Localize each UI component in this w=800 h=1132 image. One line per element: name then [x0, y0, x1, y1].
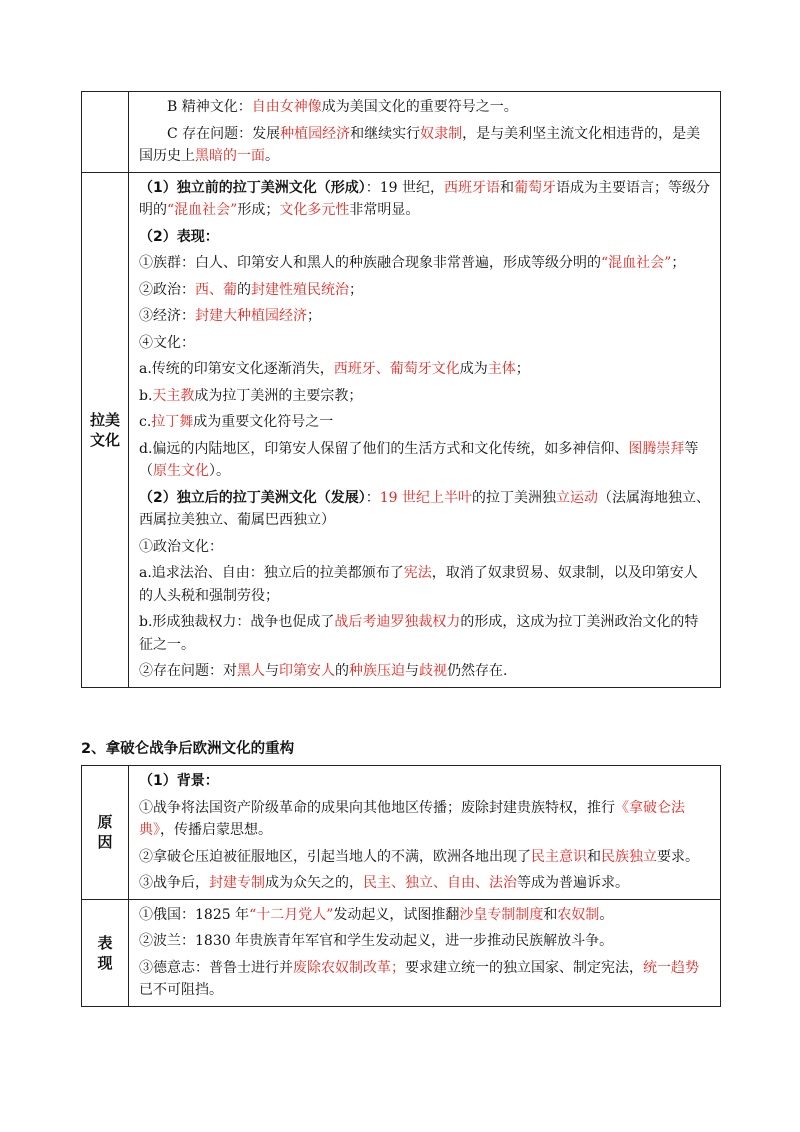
economy-line	[139, 305, 710, 328]
highlight: 主体	[487, 361, 516, 377]
text: 和继续实行	[350, 125, 421, 142]
highlight: 封建大种植园经济	[195, 308, 307, 324]
highlight: 印第安人	[279, 663, 335, 679]
highlight: 民主意识	[531, 848, 587, 865]
subheading: （1）独立前的拉丁美洲文化（形成）	[139, 179, 366, 196]
text: ）。	[209, 463, 230, 479]
highlight: 封建性殖民统治	[251, 281, 349, 298]
highlight: 歧视	[419, 663, 447, 679]
highlight: 种族压迫	[349, 663, 405, 679]
highlight: 原生文化	[153, 463, 209, 479]
highlight: 19 世纪上半叶	[379, 489, 473, 506]
text: 要求。	[657, 848, 699, 865]
latin-culture-content	[129, 172, 721, 687]
text: d.偏远的内陆地区，印第安人保留了他们的生活方式和文化传统，如多神信仰、	[139, 440, 629, 457]
row-cause	[82, 766, 721, 900]
text: ：	[365, 489, 380, 506]
text: 成为众矢之的，	[265, 875, 363, 891]
performance-title: （2）表现：	[139, 228, 219, 245]
text: 与	[405, 663, 419, 679]
text: ③德意志：普鲁士进行并	[139, 959, 293, 976]
table-american-latin-culture	[81, 91, 721, 688]
row-label-text: 拉美文化	[89, 410, 120, 449]
highlight: 黑人	[237, 663, 265, 679]
row-label-text: 表现	[97, 933, 113, 972]
race-line	[139, 252, 710, 275]
highlight: 废除农奴制改革；	[293, 959, 405, 976]
text: 等（	[139, 440, 699, 479]
culture-title: ④文化：	[139, 334, 195, 351]
text: 。	[265, 148, 279, 164]
row-label-cause	[82, 766, 129, 900]
highlight: 种植园经济	[280, 125, 351, 142]
text: 与	[265, 663, 279, 679]
political-culture-title: ①政治文化：	[139, 538, 223, 555]
text: 的	[335, 663, 349, 679]
text: c.	[139, 414, 152, 430]
politics-line	[139, 279, 710, 302]
text: （法属海地独立、西属拉美独立、葡属巴西独立）	[139, 489, 711, 528]
cause-content	[129, 766, 721, 900]
text: a.追求法治、自由：独立后的拉美都颁布了	[139, 565, 404, 581]
highlight: 奴隶制	[420, 125, 463, 142]
row-label-text: 原因	[97, 813, 113, 852]
row-label-latin-culture	[82, 172, 129, 687]
expression-content	[129, 899, 721, 1006]
text: 仍然存在.	[447, 663, 508, 679]
highlight: 自由女神像	[251, 99, 322, 115]
existing-problem-line	[139, 123, 710, 168]
cause-1-line	[139, 797, 710, 842]
text: b.	[139, 387, 153, 404]
text: ；	[349, 281, 363, 298]
highlight: “十二月党人”	[249, 906, 334, 923]
highlight: 黑暗的一面	[195, 148, 265, 164]
text: 的形成，这成为拉丁美洲政治文化的特征之一。	[139, 614, 699, 653]
highlight: 民主、独立、自由、法治	[363, 875, 517, 891]
text: 语成为主要语言；等级分明的	[139, 179, 711, 218]
political-b-line	[139, 611, 710, 656]
highlight: 天主教	[152, 387, 195, 404]
text: ，是与美利坚主流文化相违背的，是美国历史上	[139, 125, 701, 164]
text: a.传统的印第安文化逐渐消失，	[139, 361, 334, 377]
text: 和	[500, 179, 515, 196]
highlight: 《拿破仑法典》	[139, 799, 685, 838]
text: 要求建立统一的独立国家、制定宪法，	[405, 959, 643, 976]
text: 成为重要文化符号之一	[193, 414, 334, 430]
highlight: 统一趋势	[643, 959, 699, 976]
row-label-expression	[82, 899, 129, 1006]
cause-3-line	[139, 872, 710, 895]
text: ②政治：	[139, 281, 195, 298]
text: ；	[515, 361, 530, 377]
highlight: 西班牙、葡萄牙文化	[333, 361, 460, 377]
highlight: 图腾崇拜	[628, 440, 685, 457]
text: 发动起义，试图推翻	[333, 906, 460, 923]
culture-a-line	[139, 358, 710, 381]
text: 等成为普遍诉求。	[517, 875, 629, 891]
russia-line	[139, 904, 710, 927]
highlight: 西班牙语	[444, 179, 501, 196]
text: 的	[237, 281, 251, 298]
culture-b-line	[139, 385, 710, 408]
poland-line	[139, 930, 710, 953]
text: 和	[543, 906, 558, 923]
intro-line	[139, 177, 710, 222]
highlight: 宪法	[403, 565, 432, 581]
highlight: “混血社会”	[601, 255, 672, 271]
highlight: 文化多元性	[279, 202, 350, 218]
text: ；	[671, 255, 686, 271]
highlight: 立运动	[556, 489, 599, 506]
highlight: 封建专制	[209, 875, 265, 891]
text: 形成；	[237, 202, 280, 218]
section-heading: 2、拿破仑战争后欧洲文化的重构	[81, 741, 295, 757]
text: ①族群：白人、印第安人和黑人的种族融合现象非常普遍，形成等级分明的	[139, 255, 601, 271]
text: ①俄国：1825 年	[139, 906, 250, 923]
text: ；	[307, 308, 321, 324]
germany-line	[139, 957, 710, 1002]
text: 。	[599, 906, 614, 923]
text: ①战争将法国资产阶级革命的成果向其他地区传播；废除封建贵族特权，推行	[139, 799, 615, 816]
text: ②波兰：1830 年贵族青年军官和学生发动起义，进一步推动民族解放斗争。	[139, 933, 614, 949]
row-expression	[82, 899, 721, 1006]
text: 已不可阻挡。	[139, 982, 223, 998]
text: 成为美国文化的重要符号之一。	[321, 99, 518, 115]
text: ②存在问题：对	[139, 663, 237, 679]
highlight: 沙皇专制制度	[459, 906, 544, 923]
highlight: 葡萄牙	[514, 179, 557, 196]
highlight: 西、葡	[195, 281, 237, 298]
text: 和	[587, 848, 601, 865]
table-europe-reconstruction	[81, 765, 721, 1007]
highlight: 战后考迪罗独裁权力	[334, 614, 461, 630]
text: B 精神文化：	[167, 99, 252, 115]
background-title: （1）背景：	[139, 773, 219, 789]
text: ，取消了奴隶贸易、奴隶制，以及印第安人的人头税和强制劳役；	[139, 565, 698, 604]
text: ：19 世纪，	[365, 179, 445, 196]
culture-d-line	[139, 438, 710, 483]
row-latin-american-culture	[82, 172, 721, 687]
text: b.形成独裁权力：战争也促成了	[139, 614, 335, 630]
cause-2-line	[139, 846, 710, 869]
spiritual-culture-line	[139, 96, 710, 119]
highlight: 民族独立	[601, 848, 657, 865]
problem-line	[139, 660, 710, 683]
text: 成为拉丁美洲的主要宗教；	[194, 387, 363, 404]
text: 的拉丁美洲独	[472, 489, 557, 506]
highlight: 拉丁舞	[151, 414, 194, 430]
text: ③经济：	[139, 308, 195, 324]
text: C 存在问题：发展	[167, 125, 281, 142]
text: 非常明显。	[349, 202, 420, 218]
american-culture-content	[129, 92, 721, 173]
after-independence-line	[139, 487, 710, 532]
political-a-line	[139, 562, 710, 607]
culture-c-line	[139, 411, 710, 434]
subheading: （2）独立后的拉丁美洲文化（发展）	[139, 489, 366, 506]
text: ②拿破仑压迫被征服地区，引起当地人的不满，欧洲各地出现了	[139, 848, 531, 865]
row-american-culture-continued	[82, 92, 721, 173]
text: ，传播启蒙思想。	[160, 822, 272, 838]
text: 成为	[459, 361, 488, 377]
text: ③战争后，	[139, 875, 209, 891]
row-label-empty	[82, 92, 129, 173]
highlight: 农奴制	[557, 906, 600, 923]
highlight: “混血社会”	[167, 202, 238, 218]
